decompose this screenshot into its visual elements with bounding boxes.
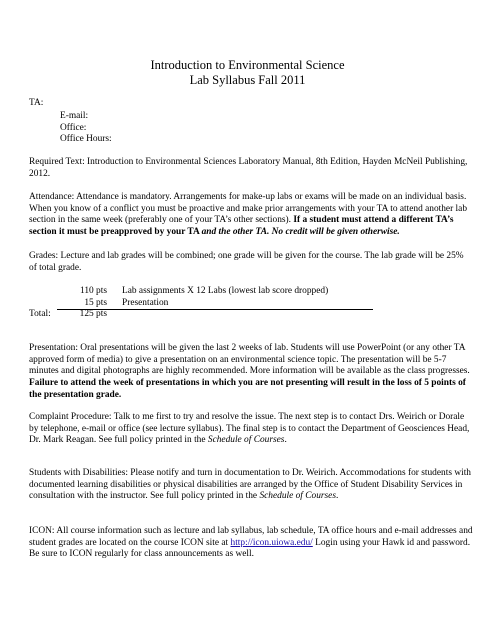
grade-total-label: Total: [29,309,51,319]
ta-email: E-mail: [60,111,89,121]
ta-office-hours: Office Hours: [60,134,112,145]
grades-paragraph [29,251,473,274]
grade-total-points: 125 pts [79,309,107,319]
grades-table [29,286,389,321]
disabilities-end: . [336,491,339,502]
disabilities-text: Students with Disabilities: Please notify and turn in documentation to Dr. Weirich. Accommodations for students with documented learning disabilities or physical disabilities are arranged by the Office of Student Disability Services in consultation with the instructor. See full policy printed in the [29,468,471,502]
ta-office: Office: [60,122,87,133]
document-subtitle: Lab Syllabus Fall 2011 [189,73,306,87]
grades-text: Grades: Lecture and lab grades will be combined; one grade will be given for the course. The lab grade will be 25% of total grade. [29,251,464,273]
grade-total-row [29,309,389,321]
icon-site-link[interactable]: http://icon.uiowa.edu/ [230,537,313,548]
disabilities-schedule-italic: Schedule of Courses [259,491,336,502]
disabilities-paragraph [29,468,473,503]
required-text-paragraph [29,157,473,180]
document-title: Introduction to Environmental Science [150,58,345,72]
presentation-paragraph [29,343,473,402]
ta-label: TA: [29,98,44,108]
attendance-bold-italic: and the other TA. No credit will be given otherwise. [201,227,400,238]
grade-row-description: Presentation [122,297,169,308]
complaint-paragraph [29,412,473,447]
attendance-bold: If a student must attend a different TA’s section it must be preapproved by your TA [29,215,454,238]
complaint-end: . [284,435,287,446]
complaint-text: Complaint Procedure: Talk to me first to try and resolve the issue. The next step is to contact Drs. Weirich or Dorale by telephone, e-mail or office (see lecture syllabus). The final step is to contact the Department of Geosciences Head, Dr. Mark Reagan. See full policy printed in the [29,412,470,446]
grade-row-description: Lab assignments X 12 Labs (lowest lab score dropped) [122,286,329,296]
icon-text: ICON: All course information such as lecture and lab syllabus, lab schedule, TA office hours and e-mail addresses and student grades are located on the course ICON site at [29,526,473,548]
attendance-paragraph [29,192,473,239]
presentation-bold: Failure to attend the week of presentations in which you are not presenting will result in the loss of 5 points of the presentation grade. [29,378,466,400]
grade-row-points: 15 pts [84,297,107,308]
attendance-text: Attendance: Attendance is mandatory. Arrangements for make-up labs or exams will be made on an individual basis. When you know of a conflict you must be proactive and make prior arrangements with your TA to attend another lab section in the same week (preferably one of your TA’s other sections). [29,192,468,226]
grade-row [29,298,389,310]
icon-paragraph [29,526,473,561]
grade-row [29,286,389,298]
required-text: Required Text: Introduction to Environmental Sciences Laboratory Manual, 8th Edition, Hayden McNeil Publishing, 2012. [29,157,468,179]
complaint-schedule-italic: Schedule of Courses [207,435,285,446]
icon-end: Login using your Hawk id and password. Be sure to ICON regularly for class announcements as well. [29,537,471,560]
grade-row-points: 110 pts [80,286,107,296]
presentation-text: Presentation: Oral presentations will be given the last 2 weeks of lab. Students will use PowerPoint (or any other TA approved form of media) to give a presentation on an environmental science topic. The presentation will be 5-7 minutes and digital photographs are highly recommended. More information will be available as the class progresses. [29,343,470,377]
